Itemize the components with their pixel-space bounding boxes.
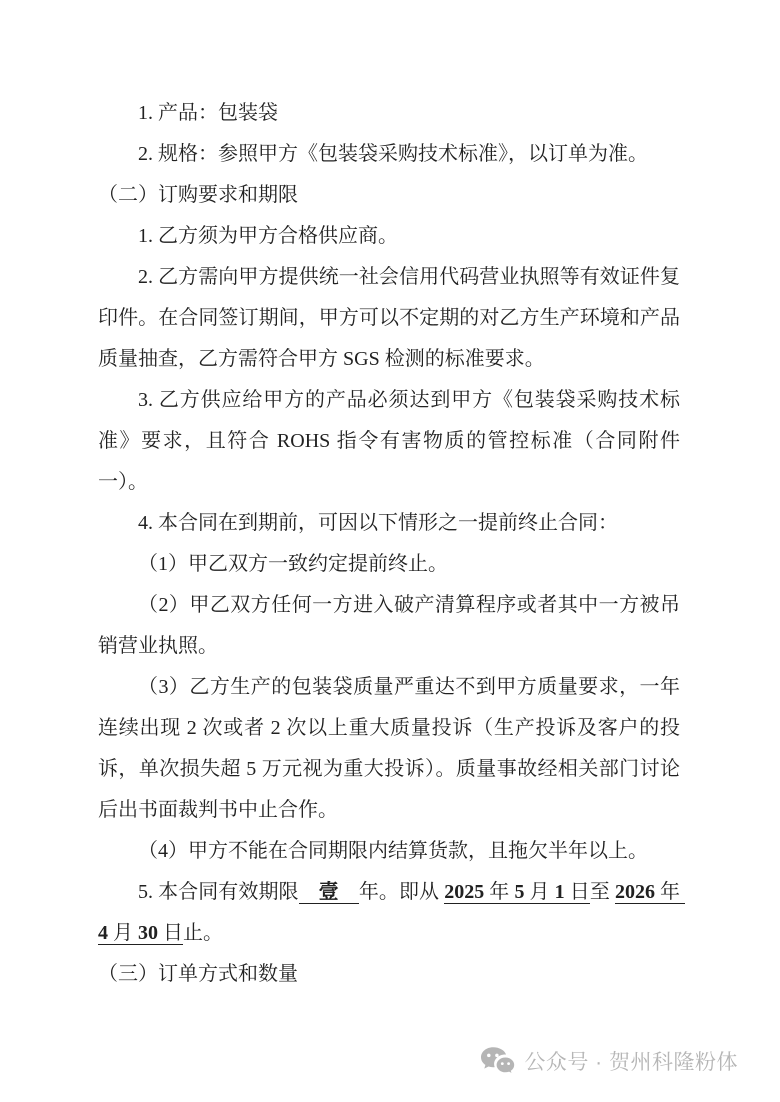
clause-4: [98, 503, 680, 544]
document-body: [98, 93, 686, 995]
clause-4-2: [98, 585, 680, 667]
text-segment: 2. 乙方需向甲方提供统一社会信用代码营业执照等有效证件复印件。在合同签订期间，甲方可以不定期的对乙方生产环境和产品质量抽查，乙方需符合甲方 SGS 检测的标准要求。: [98, 266, 680, 370]
text-segment: （4）甲方不能在合同期限内结算货款，且拖欠半年以上。: [138, 840, 648, 862]
clause-3: [98, 380, 680, 503]
text-segment: 月: [108, 922, 138, 944]
clause-4-1: [98, 544, 680, 585]
text-segment: 日: [564, 881, 590, 903]
item-product: [98, 93, 680, 134]
section-3-heading: [98, 954, 680, 995]
text-segment: 止。: [183, 922, 223, 944]
watermark-label: 公众号 · 贺州科隆粉体: [524, 1051, 738, 1074]
text-segment: 2026: [614, 881, 655, 903]
text-segment: 年。即从: [358, 881, 445, 903]
wechat-icon: [480, 1046, 515, 1076]
text-segment: [339, 881, 359, 904]
text-segment: 至: [589, 881, 615, 903]
text-segment: 1. 乙方须为甲方合格供应商。: [138, 225, 398, 247]
text-segment: 日: [158, 922, 183, 944]
text-segment: （3）乙方生产的包装袋质量严重达不到甲方质量要求，一年连续出现 2 次或者 2 次以上重大质量投诉（生产投诉及客户的投诉，单次损失超 5 万元视为重大投诉）。质量事故经相关部门讨论后出书面裁判书中止合作。: [98, 676, 680, 821]
text-segment: 1: [554, 881, 565, 903]
clause-4-4: [98, 831, 680, 872]
text-segment: 1. 产品：包装袋: [138, 102, 278, 124]
text-segment: 2025: [444, 881, 485, 903]
text-segment: 5: [514, 881, 525, 903]
text-segment: 4. 本合同在到期前，可因以下情形之一提前终止合同：: [138, 512, 618, 534]
text-segment: 2. 规格：参照甲方《包装袋采购技术标准》，以订单为准。: [138, 143, 648, 165]
text-segment: （三）订单方式和数量: [98, 963, 298, 985]
text-segment: 3. 乙方供应给甲方的产品必须达到甲方《包装袋采购技术标准》要求，且符合 ROHS 指令有害物质的管控标准（合同附件一）。: [98, 389, 680, 493]
text-segment: （二）订购要求和期限: [98, 184, 298, 206]
text-segment: （1）甲乙双方一致约定提前终止。: [138, 553, 448, 575]
text-segment: [299, 881, 319, 904]
text-segment: 年: [484, 881, 515, 903]
text-segment: 5. 本合同有效期限: [138, 881, 299, 903]
text-segment: （2）甲乙双方任何一方进入破产清算程序或者其中一方被吊销营业执照。: [98, 594, 680, 657]
wechat-watermark: [480, 1044, 738, 1078]
text-segment: 30: [138, 922, 158, 944]
clause-5-validity: [98, 872, 686, 954]
text-segment: 壹: [318, 881, 339, 903]
clause-1: [98, 216, 680, 257]
clause-2: [98, 257, 680, 380]
text-segment: 月: [524, 881, 555, 903]
text-segment: 年: [654, 881, 686, 903]
clause-4-3: [98, 667, 680, 831]
section-2-heading: [98, 175, 680, 216]
text-segment: 4: [98, 922, 108, 944]
item-spec: [98, 134, 680, 175]
